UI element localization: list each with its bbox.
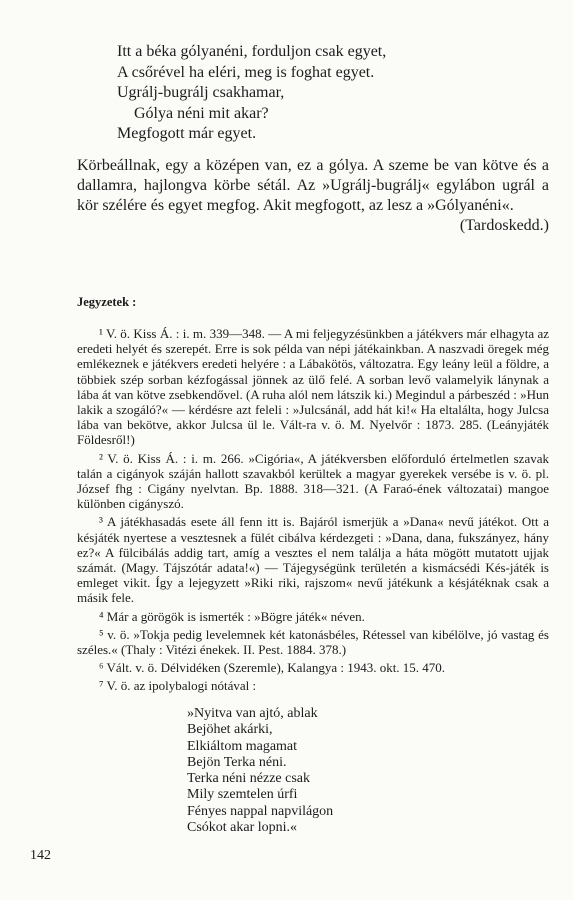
footnote: ⁷ V. ö. az ipolybalogi nótával :	[99, 678, 257, 694]
quoted-verse	[187, 706, 333, 836]
page-number: 142	[30, 848, 51, 863]
verse-line: Bejöhet akárki,	[187, 722, 273, 738]
source-location: (Tardoskedd.)	[459, 217, 549, 234]
footnote: ⁴ Már a görögök is ismerték : »Bögre játék« néven.	[99, 608, 365, 624]
footnote: ⁵ v. ö. »Tokja pedig levelemnek két katonásbéles, Rétessel van kibélölve, jó vastag és széles.« (Thaly : Vitézi énekek. II. Pest. 1884. 378.)	[77, 626, 549, 658]
notes-heading: Jegyzetek :	[77, 295, 137, 309]
footnote: ³ A játékhasadás esete áll fenn itt is. Bajáról ismerjük a »Dana« nevű játékot. Ott a késjáték nyertese a vesztesnek a fülét cibálva kérdezgeti : »Dana, dana, fukszányez, hány ez?« A fülcibálás addig tart, amíg a vesztes el nem találja a háta mögött mutatott ujjak számát. (Magy. Tájszótár adata!«) — Tájegységünk területén a kismácsédi Kés-játék is emleget vikit. Így a lejegyzett »Riki riki, rajszom« nevű játékunk a késjátéknak csak a másik fele.	[77, 514, 549, 606]
verse-line: Terka néni nézze csak	[187, 771, 310, 787]
verse-line: Megfogott már egyet.	[117, 125, 257, 142]
verse-line: Gólya néni mit akar?	[134, 104, 269, 122]
verse-line: Fényes nappal napvilágon	[187, 803, 334, 819]
verse-line: Itt a béka gólyanéni, forduljon csak egyet,	[117, 43, 387, 60]
verse-line: Bejön Terka néni.	[187, 754, 287, 770]
verse-line: Ugrálj-bugrálj csakhamar,	[117, 84, 285, 101]
description-paragraph: Körbeállnak, egy a középen van, ez a gólya. A szeme be van kötve és a dallamra, hajlongva körbe sétál. Az »Ugrálj-bugrálj« egylábon ugrál a kör szélére és egyet megfog. Akit megfogott, az lesz a »Gólyanéni«.	[77, 157, 549, 214]
verse-line: Elkiáltom magamat	[187, 738, 298, 754]
footnote: ² V. ö. Kiss Á. : i. m. 266. »Cigória«, A játékversben előforduló értelmetlen szavak talán a cigányok száján hallott szavakból kerültek a magyar gyerekek versébe is v. ö. pl. József fhg : Cigány nyelvtan. Bp. 1888. 318—321. (A Faraó-ének változatai) mangoe különben cigányszó.	[77, 450, 549, 512]
footnotes	[77, 326, 549, 694]
verse-line: »Nyitva van ajtó, ablak	[187, 706, 318, 721]
opening-verse	[117, 42, 386, 145]
verse-line: A csőrével ha eléri, meg is foghat egyet.	[117, 63, 375, 81]
game-description	[77, 156, 549, 236]
footnote: ¹ V. ö. Kiss Á. : i. m. 339—348. — A mi feljegyzésünkben a játékvers már elhagyta az eredeti helyét és szerepét. Erre is sok példa van népi játékainkban. A naszvadi öregek még emlékeznek e játékvers eredeti helyére : a Lábakötös, változatra. Egy leány leül a földre, a többiek szép sorban kézfogással jönnek az ülő felé. A sorban levő valamelyik lánynak a lába át van kötve zsebkendővel. (A ruha alól nem látszik ki.) Megindul a párbeszéd : »Hun lakik a szogáló?« — kérdésre azt feleli : »Julcsánál, add hát ki!« Ha eltalálta, hogy Julcsa lába van bekötve, akkor Julcsa ül le. Vált-ra v. ö. M. Nyelvőr : 1873. 285. (Leányjáték Földesről!)	[77, 326, 549, 448]
verse-line: Csókot akar lopni.«	[187, 820, 298, 836]
verse-line: Mily szemtelen úrfi	[187, 787, 298, 803]
footnote: ⁶ Vált. v. ö. Délvidéken (Szeremle), Kalangya : 1943. okt. 15. 470.	[99, 660, 446, 676]
